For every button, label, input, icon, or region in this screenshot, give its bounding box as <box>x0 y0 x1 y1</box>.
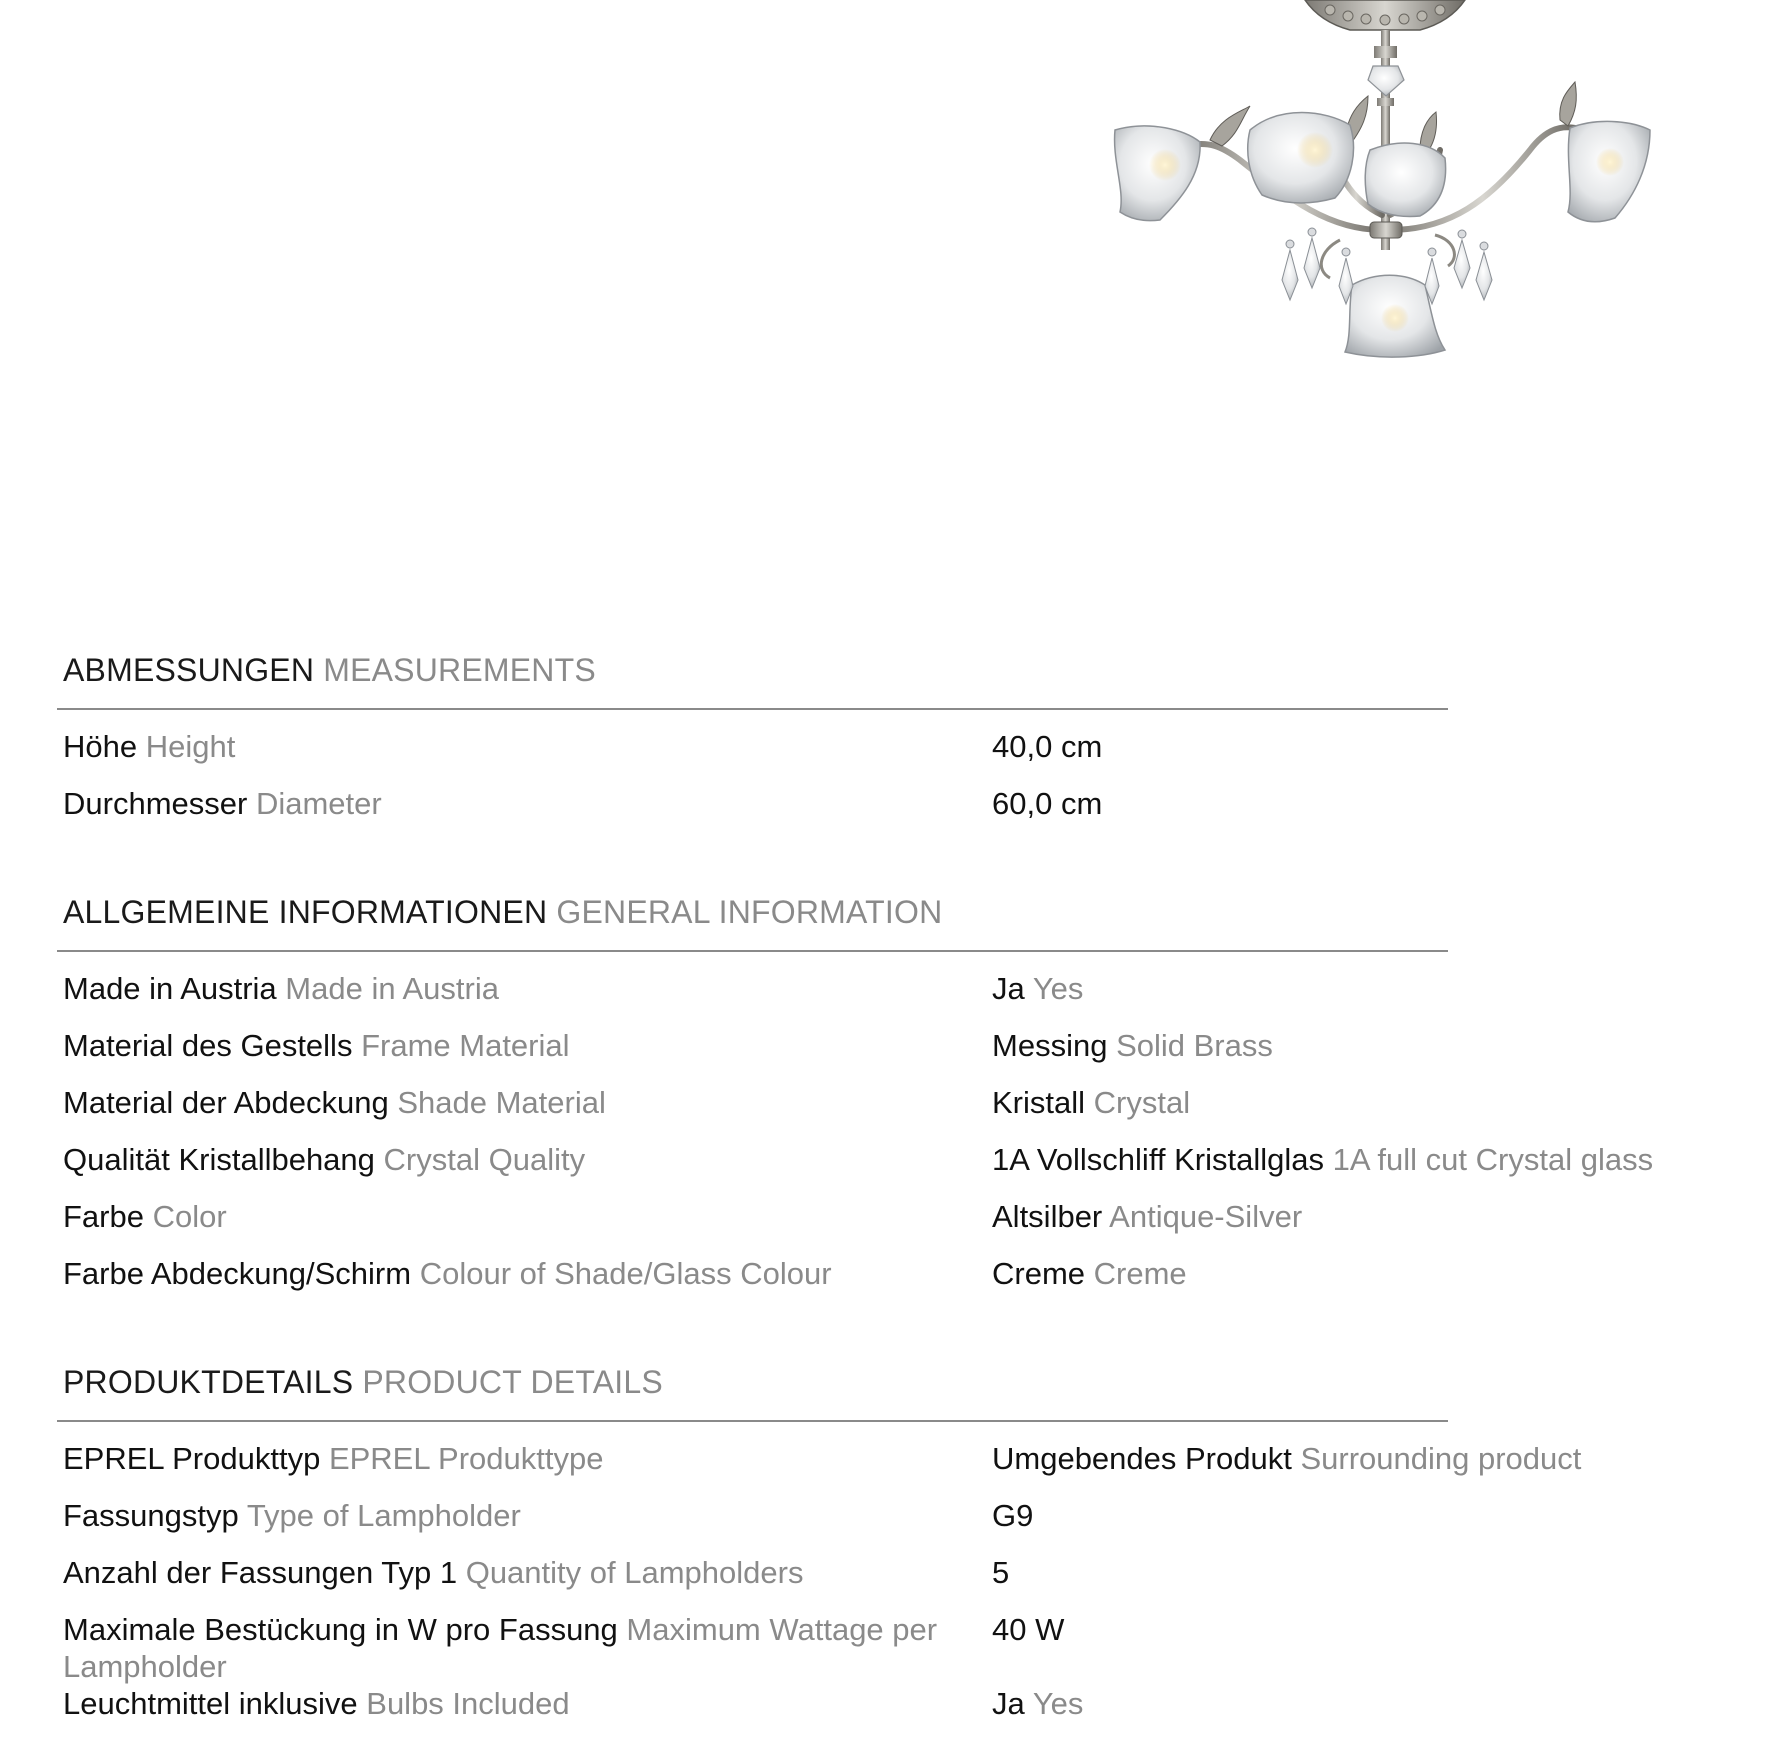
value-de: 40,0 cm <box>992 729 1103 764</box>
label-en: Quantity of Lampholders <box>465 1555 804 1590</box>
label-de: Anzahl der Fassungen Typ 1 <box>63 1555 458 1590</box>
spec-rows <box>57 1422 1757 1722</box>
label-de: Höhe <box>63 729 138 764</box>
label-en: Shade Material <box>397 1085 606 1120</box>
stem-crystal <box>1368 66 1404 96</box>
label-en: Maximum Wattage per Lampholder <box>63 1612 938 1684</box>
value-de: 5 <box>992 1555 1010 1590</box>
spec-label <box>57 1027 992 1064</box>
value-de: G9 <box>992 1498 1034 1533</box>
spec-value <box>992 970 1757 1007</box>
value-de: 1A Vollschliff Kristallglas <box>992 1142 1324 1177</box>
spec-value <box>992 1027 1757 1064</box>
product-specifications <box>57 652 1757 1742</box>
spec-row-shade-material <box>57 1084 1757 1121</box>
spec-value <box>992 1685 1757 1722</box>
label-en: Bulbs Included <box>366 1686 570 1721</box>
value-de: Messing <box>992 1028 1108 1063</box>
spec-row-max-wattage <box>57 1611 1757 1685</box>
label-en: Made in Austria <box>285 971 499 1006</box>
spec-row-lampholder-type <box>57 1497 1757 1534</box>
shade-center-right <box>1365 143 1445 216</box>
spec-label <box>57 1611 992 1685</box>
section-title-de: ABMESSUNGEN <box>63 652 315 688</box>
label-en: Frame Material <box>361 1028 570 1063</box>
value-de: Altsilber <box>992 1199 1103 1234</box>
spec-label <box>57 1198 992 1235</box>
section-title <box>57 1364 1448 1422</box>
spec-label <box>57 1440 992 1477</box>
spec-label <box>57 1141 992 1178</box>
section-title <box>57 652 1448 710</box>
label-en: Colour of Shade/Glass Colour <box>419 1256 832 1291</box>
section-product-details <box>57 1364 1757 1722</box>
spec-value <box>992 1084 1757 1121</box>
section-title-en: PRODUCT DETAILS <box>362 1364 663 1400</box>
value-en: Yes <box>1032 971 1084 1006</box>
spec-value <box>992 1255 1757 1292</box>
chandelier-image <box>1090 0 1690 410</box>
spec-label <box>57 1685 992 1722</box>
label-de: Made in Austria <box>63 971 277 1006</box>
label-de: Material der Abdeckung <box>63 1085 389 1120</box>
spec-rows <box>57 710 1757 894</box>
spec-label <box>57 785 992 822</box>
value-en: 1A full cut Crystal glass <box>1332 1142 1654 1177</box>
spec-row-made-in-austria <box>57 970 1757 1007</box>
value-de: Umgebendes Produkt <box>992 1441 1292 1476</box>
label-de: Farbe <box>63 1199 144 1234</box>
spec-row-color <box>57 1198 1757 1235</box>
value-de: 40 W <box>992 1612 1065 1647</box>
value-de: Ja <box>992 1686 1025 1721</box>
spec-value <box>992 1198 1757 1235</box>
label-de: Farbe Abdeckung/Schirm <box>63 1256 412 1291</box>
section-title <box>57 894 1448 952</box>
section-title-de: ALLGEMEINE INFORMATIONEN <box>63 894 548 930</box>
value-de: Kristall <box>992 1085 1086 1120</box>
label-en: Crystal Quality <box>383 1142 586 1177</box>
spec-label <box>57 728 992 765</box>
spec-label <box>57 970 992 1007</box>
spec-value <box>992 1554 1757 1591</box>
section-title-en: GENERAL INFORMATION <box>556 894 943 930</box>
spec-value <box>992 1440 1757 1477</box>
section-title-de: PRODUKTDETAILS <box>63 1364 354 1400</box>
label-de: Qualität Kristallbehang <box>63 1142 375 1177</box>
spec-value <box>992 1611 1757 1685</box>
value-de: Creme <box>992 1256 1086 1291</box>
spec-value <box>992 1141 1757 1178</box>
spec-label <box>57 1554 992 1591</box>
spec-row-shade-colour <box>57 1255 1757 1292</box>
value-de: 60,0 cm <box>992 786 1103 821</box>
spec-value <box>992 728 1757 765</box>
value-en: Antique-Silver <box>1109 1199 1303 1234</box>
spec-label <box>57 1497 992 1534</box>
label-en: EPREL Produkttype <box>328 1441 604 1476</box>
spec-row-bulbs-included <box>57 1685 1757 1722</box>
section-general-information <box>57 894 1757 1364</box>
label-en: Diameter <box>255 786 382 821</box>
value-en: Creme <box>1093 1256 1187 1291</box>
label-de: Maximale Bestückung in W pro Fassung <box>63 1612 618 1647</box>
spec-label <box>57 1084 992 1121</box>
spec-value <box>992 1497 1757 1534</box>
spec-row-diameter <box>57 785 1757 822</box>
value-en: Crystal <box>1093 1085 1191 1120</box>
label-en: Type of Lampholder <box>246 1498 521 1533</box>
label-de: EPREL Produkttyp <box>63 1441 321 1476</box>
spec-row-crystal-quality <box>57 1141 1757 1178</box>
spec-row-frame-material <box>57 1027 1757 1064</box>
label-en: Height <box>145 729 236 764</box>
spec-row-height <box>57 728 1757 765</box>
value-en: Solid Brass <box>1116 1028 1273 1063</box>
section-measurements <box>57 652 1757 894</box>
spec-label <box>57 1255 992 1292</box>
label-de: Leuchtmittel inklusive <box>63 1686 358 1721</box>
value-en: Yes <box>1032 1686 1084 1721</box>
section-title-en: MEASUREMENTS <box>323 652 596 688</box>
label-de: Material des Gestells <box>63 1028 353 1063</box>
value-de: Ja <box>992 971 1025 1006</box>
spec-value <box>992 785 1757 822</box>
value-en: Surrounding product <box>1300 1441 1582 1476</box>
spec-row-eprel-product-type <box>57 1440 1757 1477</box>
spec-row-lampholder-quantity <box>57 1554 1757 1591</box>
label-de: Fassungstyp <box>63 1498 239 1533</box>
spec-rows <box>57 952 1757 1364</box>
label-de: Durchmesser <box>63 786 248 821</box>
label-en: Color <box>152 1199 227 1234</box>
